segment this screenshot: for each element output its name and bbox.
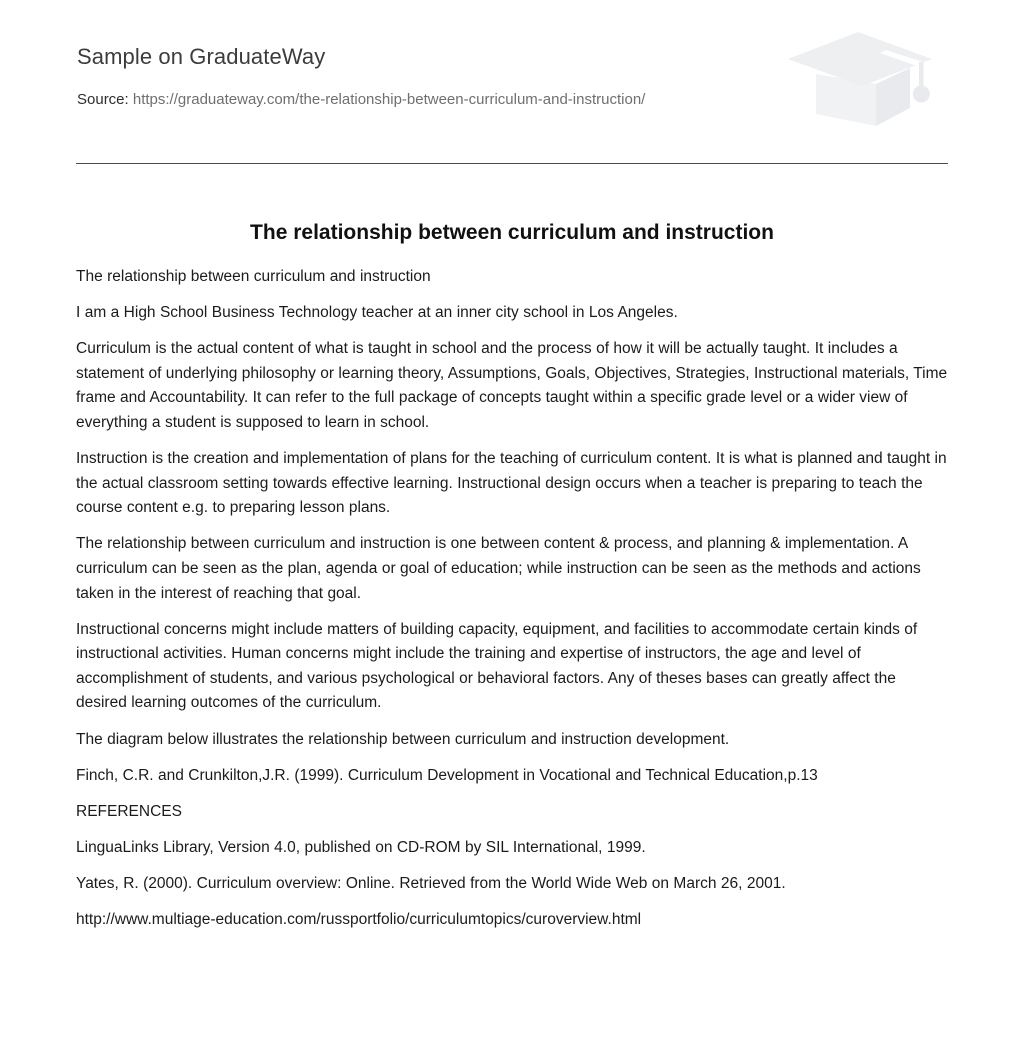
source-url[interactable]: https://graduateway.com/the-relationship-between-curriculum-and-instruction/ xyxy=(132,91,646,108)
citation-paragraph: Finch, C.R. and Crunkilton,J.R. (1999). Curriculum Development in Vocational and Technical Education,p.13 xyxy=(76,766,818,784)
body-paragraph: I am a High School Business Technology teacher at an inner city school in Los Angeles. xyxy=(76,304,678,322)
references-heading: REFERENCES xyxy=(76,802,182,820)
source-line xyxy=(77,89,645,111)
header-divider xyxy=(76,163,948,164)
body-paragraph: Instruction is the creation and implementation of plans for the teaching of curriculum content. It is what is planned and taught in the actual classroom setting towards effective learning. Instructional design occurs when a teacher is preparing to teach the course content e.g. to preparing lesson plans. xyxy=(76,450,947,517)
body-paragraph: The diagram below illustrates the relationship between curriculum and instruction development. xyxy=(76,730,730,748)
page-header xyxy=(0,0,1024,156)
body-paragraph: The relationship between curriculum and instruction is one between content & process, and planning & implementation. A curriculum can be seen as the plan, agenda or goal of education; while instruction can be seen as the methods and actions taken in the interest of reaching that goal. xyxy=(76,535,921,602)
brand-title: Sample on GraduateWay xyxy=(77,44,326,69)
document-body xyxy=(76,265,950,933)
reference-url[interactable]: http://www.multiage-education.com/russportfolio/curriculumtopics/curoverview.html xyxy=(76,910,642,928)
page-title: The relationship between curriculum and instruction xyxy=(250,221,774,245)
source-label: Source: xyxy=(77,91,129,108)
reference-item: LinguaLinks Library, Version 4.0, published on CD-ROM by SIL International, 1999. xyxy=(76,838,646,856)
body-paragraph: The relationship between curriculum and instruction xyxy=(76,268,431,285)
graduation-cap-icon xyxy=(780,22,970,134)
body-paragraph: Instructional concerns might include matters of building capacity, equipment, and facilities to accommodate certain kinds of instructional activities. Human concerns might include the training and expertise of instructors, the age and level of accomplishment of students, and various psychological or behavioral factors. Any of theses bases can greatly affect the desired learning outcomes of the curriculum. xyxy=(76,620,918,712)
reference-item: Yates, R. (2000). Curriculum overview: Online. Retrieved from the World Wide Web on March 26, 2001. xyxy=(76,874,786,892)
body-paragraph: Curriculum is the actual content of what is taught in school and the process of how it will be actually taught. It includes a statement of underlying philosophy or learning theory, Assumptions, Goals, Objectives, Strategies, Instructional materials, Time frame and Accountability. It can refer to the full package of concepts taught within a specific grade level or a wider view of everything a student is supposed to learn in school. xyxy=(76,340,948,431)
